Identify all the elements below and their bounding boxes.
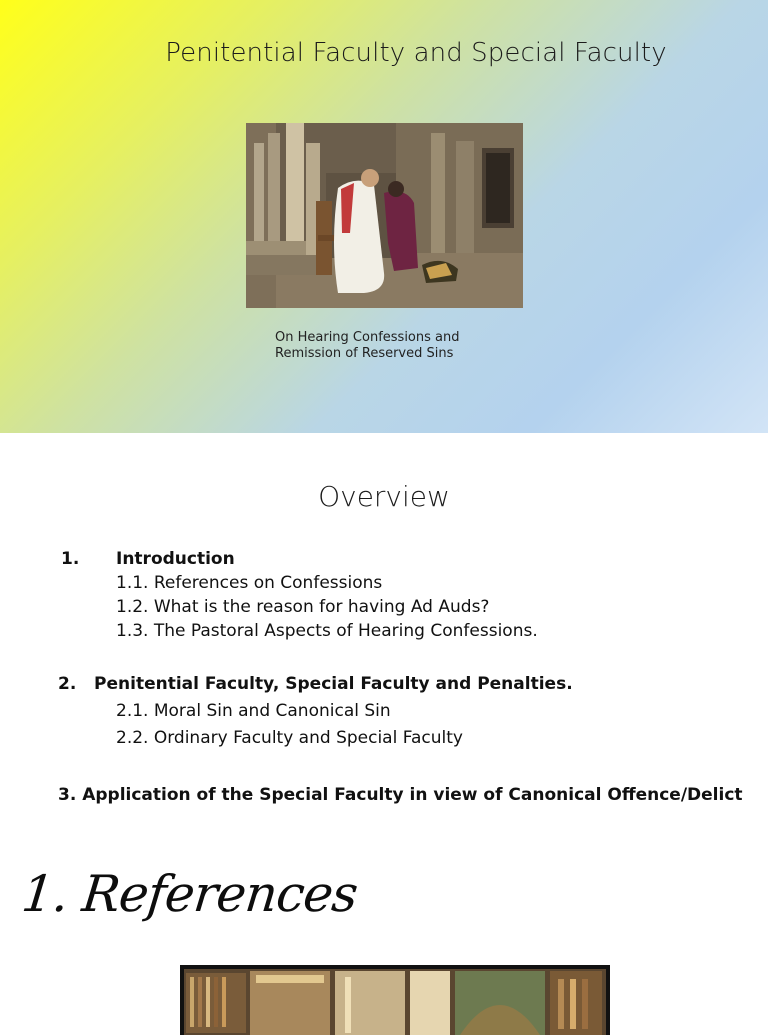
library-photo: [180, 965, 610, 1035]
section-2-item-2: 2.2. Ordinary Faculty and Special Faculty: [116, 728, 463, 748]
section-1-heading: Introduction: [116, 549, 235, 569]
overview-slide: [0, 433, 768, 833]
caption-line-2: Remission of Reserved Sins: [275, 346, 454, 361]
section-2-heading: 2. Penitential Faculty, Special Faculty and Penalties.: [58, 674, 573, 694]
section-1-item-2: 1.2. What is the reason for having Ad Auds?: [116, 597, 490, 617]
confession-illustration: [246, 123, 523, 308]
photo-caption: [275, 330, 555, 362]
section-1-item-3: 1.3. The Pastoral Aspects of Hearing Confessions.: [116, 621, 538, 641]
library-illustration: [180, 965, 610, 1035]
section-1-number: 1.: [61, 549, 80, 569]
overview-title: Overview: [318, 480, 450, 513]
references-slide: [0, 833, 768, 1024]
confession-photo: [246, 123, 523, 308]
references-title: 1. References: [18, 865, 360, 923]
title-slide: [0, 0, 768, 433]
caption-line-1: On Hearing Confessions and: [275, 330, 460, 345]
section-1-item-1: 1.1. References on Confessions: [116, 573, 383, 593]
slide-title: Penitential Faculty and Special Faculty: [165, 38, 667, 68]
section-3-heading: 3. Application of the Special Faculty in view of Canonical Offence/Delict: [58, 785, 743, 805]
section-2-item-1: 2.1. Moral Sin and Canonical Sin: [116, 701, 391, 721]
